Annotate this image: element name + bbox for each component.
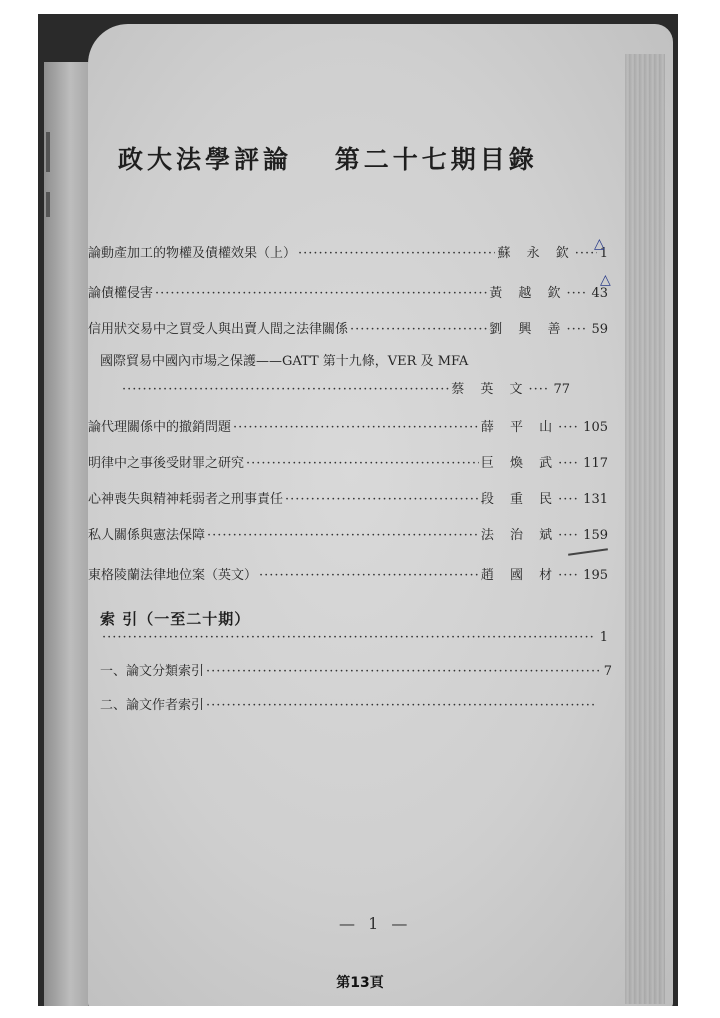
toc-entry (88, 318, 608, 337)
journal-name: 政大法學評論 (118, 145, 293, 174)
issue-heading: 第二十七期目錄 (334, 145, 538, 174)
entry-title: 明律中之事後受財罪之研究 (88, 456, 245, 471)
leader-dots (566, 286, 588, 301)
facing-page-edge (44, 62, 90, 1006)
entry-title: 論代理關係中的撤銷問題 (88, 420, 232, 435)
leader-dots (206, 664, 599, 679)
toc-entry (120, 378, 570, 397)
entry-page: 117 (583, 456, 608, 471)
entry-page: 131 (583, 492, 608, 507)
entry-author: 法 治 斌 (480, 528, 559, 543)
entry-author: 蘇 永 欽 (497, 246, 575, 261)
entry-page: 195 (583, 568, 608, 583)
leader-dots (558, 568, 580, 583)
leader-dots (558, 492, 580, 507)
leader-dots (350, 322, 487, 337)
toc-entry (88, 564, 608, 583)
page-title (118, 140, 538, 176)
toc-entry (88, 416, 608, 435)
leader-dots (233, 420, 479, 435)
edge-mark (46, 192, 50, 217)
index-entry (100, 630, 608, 645)
leader-dots (566, 322, 588, 337)
entry-author: 劉 興 善 (489, 322, 567, 337)
leader-dots (206, 698, 595, 713)
toc-entry (88, 452, 608, 471)
leader-dots (285, 492, 479, 507)
index-entry-title: 二、論文作者索引 (100, 698, 205, 713)
pen-triangle-mark: △ (600, 272, 611, 288)
index-entry-title: 一、論文分類索引 (100, 664, 205, 679)
leader-dots (558, 420, 580, 435)
index-entry-page: 1 (599, 630, 608, 645)
leader-dots (558, 528, 580, 543)
toc-entry (88, 242, 608, 261)
entry-author: 蔡 英 文 (451, 382, 529, 397)
leader-dots (259, 568, 479, 583)
index-entry (100, 694, 600, 713)
edge-mark (46, 132, 50, 172)
entry-title: 信用狀交易中之買受人與出賣人間之法律關係 (88, 322, 349, 337)
toc-entry (88, 282, 608, 301)
index-entry-page: 7 (603, 664, 612, 679)
leader-dots (207, 528, 479, 543)
entry-title: 國際貿易中國內市場之保護——GATT 第十九條，VER 及 MFA (100, 354, 469, 369)
leader-dots (155, 286, 487, 301)
entry-author: 趙 國 材 (480, 568, 559, 583)
entry-page: 43 (591, 286, 608, 301)
entry-author: 黃 越 欽 (489, 286, 567, 301)
entry-page: 77 (553, 382, 570, 397)
leader-dots (558, 456, 580, 471)
page-number-stamp: 第13頁 (336, 975, 384, 991)
entry-title: 論動產加工的物權及債權效果（上） (88, 246, 297, 261)
entry-title: 心神喪失與精神耗弱者之刑事責任 (88, 492, 284, 507)
entry-page: 1 (599, 246, 608, 261)
entry-author: 薛 平 山 (480, 420, 559, 435)
leader-dots (298, 246, 495, 261)
index-entry (100, 660, 612, 679)
entry-page: 159 (583, 528, 608, 543)
page-folio: — 1 — (339, 914, 412, 933)
toc-entry (88, 488, 608, 507)
entry-title: 私人關係與憲法保障 (88, 528, 206, 543)
entry-title: 東格陵蘭法律地位案（英文） (88, 568, 258, 583)
page-stack-edges (625, 54, 665, 1004)
pen-triangle-mark: △ (594, 236, 605, 252)
toc-entry (88, 524, 608, 543)
index-heading: 索 引（一至二十期） (100, 610, 251, 628)
leader-dots (528, 382, 550, 397)
entry-author: 段 重 民 (480, 492, 559, 507)
entry-author: 巨 煥 武 (480, 456, 559, 471)
entry-title: 論債權侵害 (88, 286, 154, 301)
entry-page: 59 (591, 322, 608, 337)
leader-dots (102, 630, 595, 645)
leader-dots (246, 456, 479, 471)
leader-dots (122, 382, 449, 397)
entry-page: 105 (583, 420, 608, 435)
